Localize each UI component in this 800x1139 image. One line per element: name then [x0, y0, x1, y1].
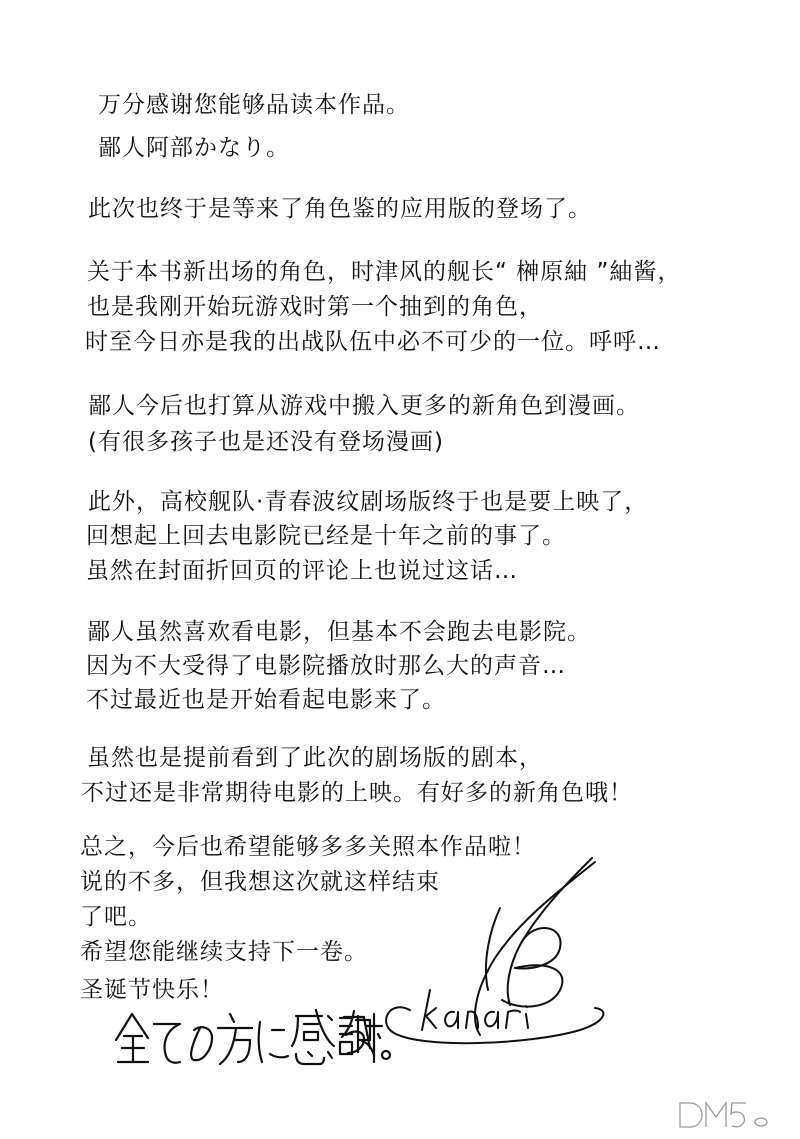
signature-kanari — [370, 850, 620, 1080]
letter-line: 关于本书新出场的角色，时津风的舰长“ 榊原紬 ”紬酱， — [87, 259, 682, 285]
letter-line: 时至今日亦是我的出战队伍中必不可少的一位。呼呼… — [85, 329, 661, 355]
letter-line: 此外，高校舰队·青春波纹剧场版终于也是要上映了， — [88, 489, 649, 515]
letter-line: 不过还是非常期待电影的上映。有好多的新角色哦！ — [81, 780, 633, 806]
letter-line: 虽然也是提前看到了此次的剧场版的剧本， — [87, 745, 543, 771]
letter-line: 总之，今后也希望能够多多关照本作品啦！ — [80, 834, 536, 860]
letter-line: 鄙人阿部かなり。 — [98, 135, 290, 161]
letter-line: 虽然在封面折回页的评论上也说过这话… — [86, 558, 518, 584]
letter-line: 圣诞节快乐！ — [80, 977, 224, 1003]
letter-line: 不过最近也是开始看起电影来了。 — [86, 687, 446, 713]
letter-line: 说的不多，但我想这次就这样结束 — [80, 869, 440, 895]
letter-line: 希望您能继续支持下一卷。 — [80, 939, 368, 965]
letter-line: 回想起上回去电影院已经是十年之前的事了。 — [86, 523, 566, 549]
letter-line: 因为不大受得了电影院播放时那么大的声音… — [86, 653, 566, 679]
letter-line: 此次也终于是等来了角色鉴的应用版的登场了。 — [88, 196, 592, 222]
letter-line: 也是我刚开始玩游戏时第一个抽到的角色， — [87, 294, 543, 320]
letter-line: 鄙人今后也打算从游戏中搬入更多的新角色到漫画。 — [88, 393, 640, 419]
letter-line: 鄙人虽然喜欢看电影，但基本不会跑去电影院。 — [87, 619, 591, 645]
letter-line: (有很多孩子也是还没有登场漫画) — [88, 429, 444, 455]
dm5-logo-icon — [670, 1099, 788, 1133]
letter-line: 万分感谢您能够品读本作品。 — [98, 92, 410, 118]
letter-line: 了吧。 — [80, 904, 152, 930]
